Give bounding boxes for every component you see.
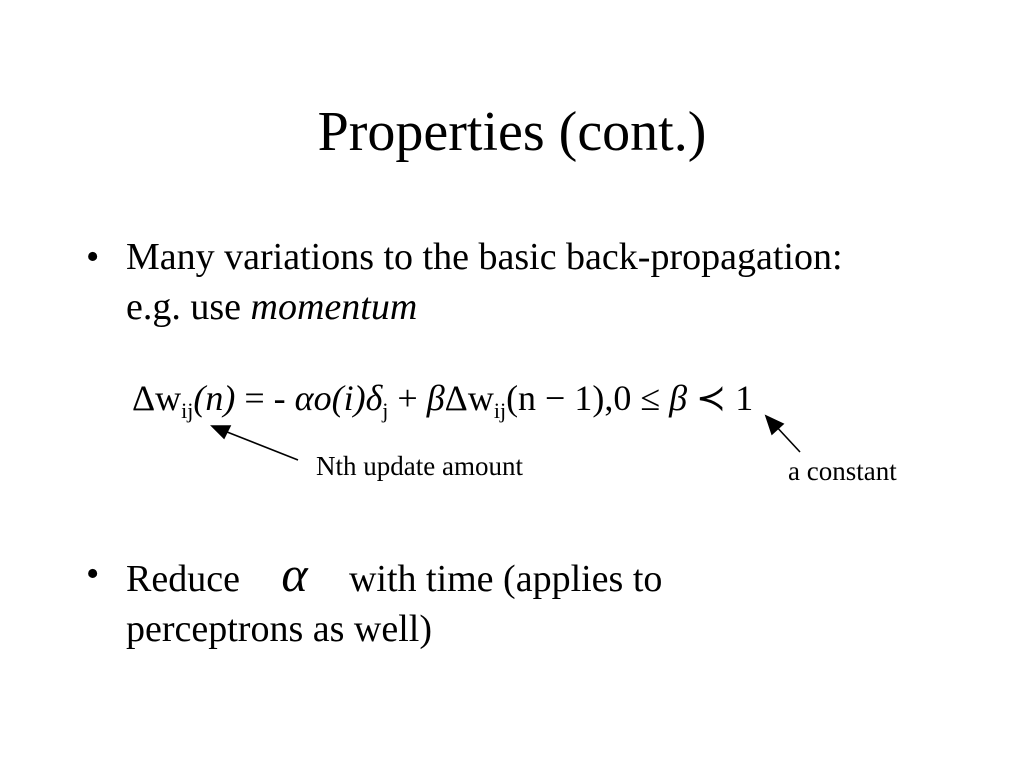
bullet-text: [126, 546, 846, 654]
formula-delta: δ: [365, 378, 383, 418]
formula-beta2: β: [669, 378, 688, 418]
formula-o: o: [313, 378, 332, 418]
bullet-marker: •: [86, 553, 100, 595]
formula-sub-ij2: ij: [493, 398, 507, 423]
formula-sub-ij: ij: [181, 398, 194, 423]
formula-delta-w2: Δw: [444, 378, 494, 418]
formula-prec-one: ≺ 1: [687, 378, 754, 418]
momentum-formula: [132, 373, 753, 423]
bullet-text: [126, 232, 846, 332]
formula-delta-w: Δw: [132, 378, 182, 418]
alpha-symbol: α: [281, 546, 308, 602]
formula-arg-i: (i): [331, 378, 366, 418]
formula-plus: +: [388, 378, 427, 418]
bullet-reduce-alpha: [86, 546, 846, 654]
bullet-text-rest: with time (applies to perceptrons as well): [126, 558, 663, 650]
arrow-nth-update: [212, 426, 298, 460]
bullet-text-reduce: Reduce: [126, 558, 240, 600]
annotation-nth-update: Nth update amount: [316, 451, 523, 481]
formula-eq-minus: = -: [235, 378, 295, 418]
formula-beta: β: [426, 378, 445, 418]
formula-arg-n-minus-1: (n − 1),: [506, 378, 614, 418]
annotation-constant: a constant: [788, 456, 897, 486]
formula-sub-j: j: [382, 398, 389, 423]
arrow-constant: [766, 416, 800, 452]
formula-zero-le: 0 ≤: [613, 378, 670, 418]
bullet-momentum: [86, 232, 846, 332]
formula-alpha: α: [294, 378, 314, 418]
formula-arg-n: (n): [193, 378, 236, 418]
bullet-emphasis: momentum: [250, 286, 418, 328]
bullet-text-main: Many variations to the basic back-propagation: e.g. use: [126, 236, 843, 328]
slide-title: Properties (cont.): [317, 101, 707, 163]
bullet-marker: •: [86, 236, 100, 278]
